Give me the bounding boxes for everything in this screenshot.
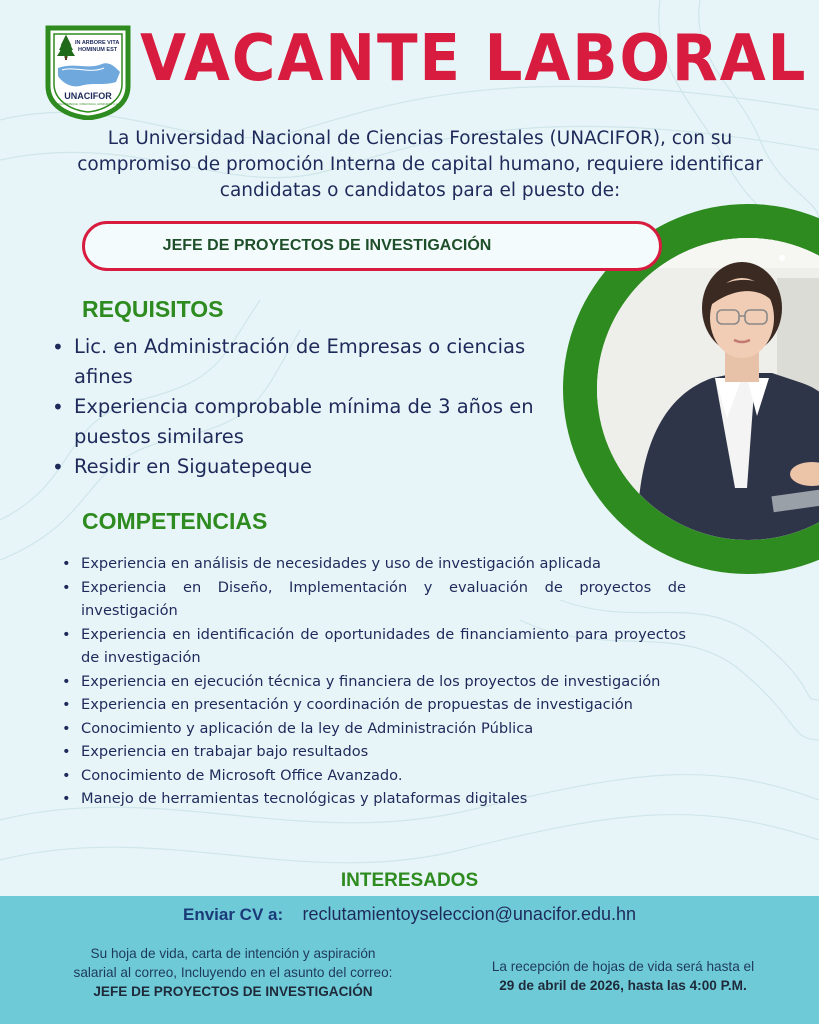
footer-instructions-line2: salarial al correo, Incluyendo en el asunto del correo: <box>73 965 393 980</box>
competencia-item: • Manejo de herramientas tecnológicas y plataformas digitales <box>62 787 686 811</box>
competencias-heading: COMPETENCIAS <box>82 508 268 534</box>
position-pill <box>82 221 662 271</box>
requisito-item: • Lic. en Administración de Empresas o ciencias afines <box>52 332 552 392</box>
candidate-photo <box>597 238 819 540</box>
competencia-item: • Experiencia en ejecución técnica y financiera de los proyectos de investigación <box>62 670 686 694</box>
interesados-heading: INTERESADOS <box>340 870 479 891</box>
requisitos-heading: REQUISITOS <box>82 296 224 322</box>
footer-deadline-date: 29 de abril de 2026, hasta las 4:00 P.M. <box>499 978 747 993</box>
competencias-list <box>62 552 686 811</box>
send-cv-label: Enviar CV a: <box>182 905 284 924</box>
intro-paragraph: La Universidad Nacional de Ciencias Forestales (UNACIFOR), con su compromiso de promoción Interna de capital humano, requiere identificar candidatas o candidatos para el puesto de: <box>77 128 763 201</box>
footer-email-subject: JEFE DE PROYECTOS DE INVESTIGACIÓN <box>93 984 373 999</box>
position-title: JEFE DE PROYECTOS DE INVESTIGACIÓN <box>162 237 492 254</box>
footer-deadline-line1: La recepción de hojas de vida será hasta el <box>491 959 755 974</box>
logo-subtitle: SIGUATEPEQUE, COMAYAGUA, HONDURAS, C.A. <box>57 103 119 106</box>
contact-email-link[interactable]: reclutamientoyseleccion@unacifor.edu.hn <box>302 904 637 924</box>
footer-deadline <box>448 957 798 995</box>
requisito-item: • Residir en Siguatepeque <box>52 452 552 482</box>
competencia-item: • Conocimiento y aplicación de la ley de Administración Pública <box>62 717 686 741</box>
competencia-item: • Experiencia en análisis de necesidades y uso de investigación aplicada <box>62 552 686 576</box>
competencia-item: • Experiencia en trabajar bajo resultados <box>62 740 686 764</box>
competencia-item: • Conocimiento de Microsoft Office Avanzado. <box>62 764 686 788</box>
logo-motto-line2: HOMINUM EST <box>78 47 118 53</box>
logo-motto-line1: IN ARBORE VITA <box>75 40 120 46</box>
footer-instructions <box>28 944 438 1001</box>
competencia-item: • Experiencia en presentación y coordinación de propuestas de investigación <box>62 693 686 717</box>
send-cv-row <box>0 903 819 926</box>
logo-name: UNACIFOR <box>64 91 112 101</box>
page-title: VACANTE LABORAL <box>140 22 808 96</box>
footer-instructions-line1: Su hoja de vida, carta de intención y aspiración <box>90 946 376 961</box>
unacifor-logo <box>44 24 132 120</box>
requisito-item: • Experiencia comprobable mínima de 3 años en puestos similares <box>52 392 552 452</box>
competencia-item: • Experiencia en identificación de oportunidades de financiamiento para proyectos de investigación <box>62 623 686 670</box>
competencia-item: • Experiencia en Diseño, Implementación y evaluación de proyectos de investigación <box>62 576 686 623</box>
requisitos-list <box>52 332 552 482</box>
